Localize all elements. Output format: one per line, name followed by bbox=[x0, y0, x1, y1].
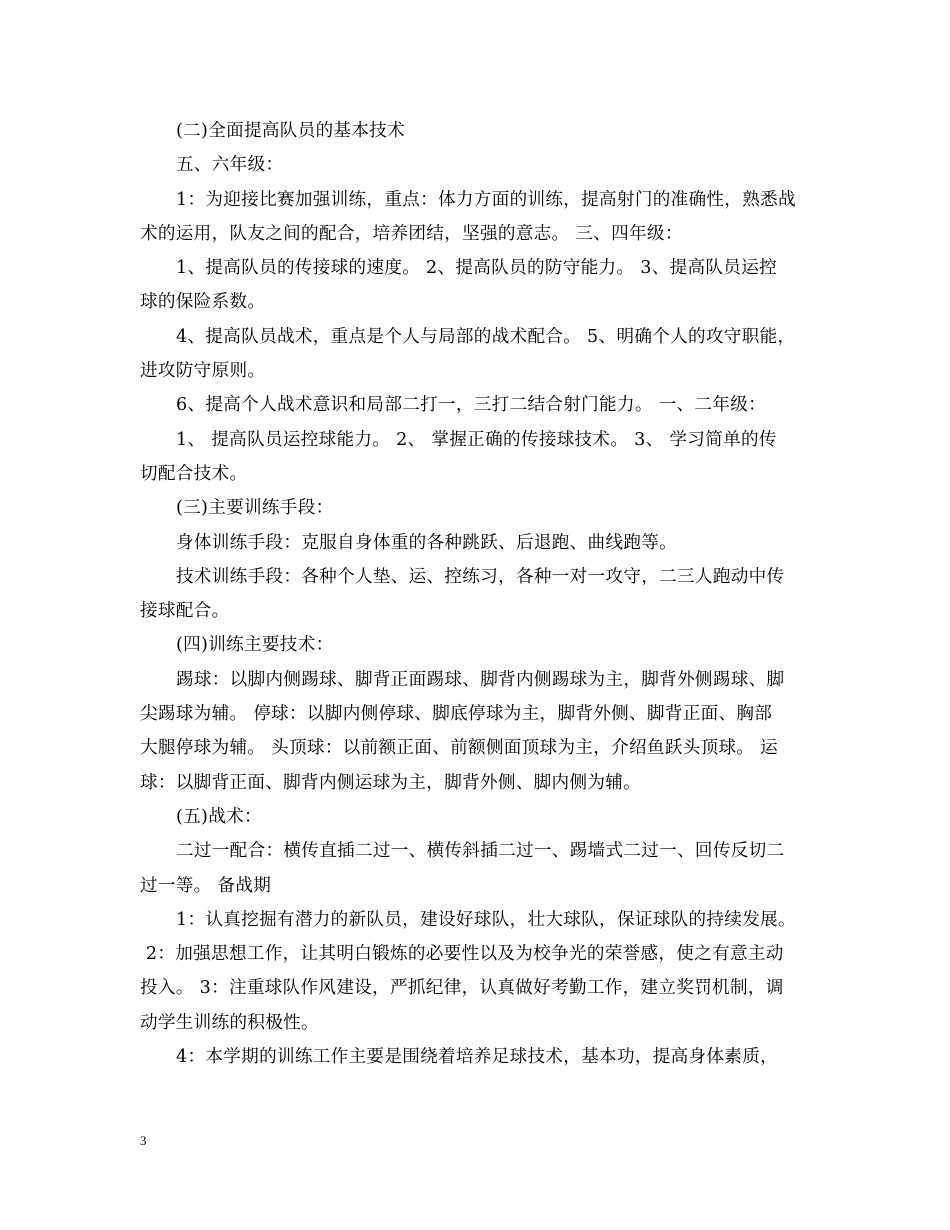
text-line: 过一等。 备战期 bbox=[140, 875, 272, 896]
text-line: 1：认真挖掘有潜力的新队员，建设好球队，壮大球队，保证球队的持续发展。 bbox=[176, 909, 796, 930]
section-heading-basic-skills: (二)全面提高队员的基本技术 bbox=[176, 121, 406, 141]
text-line: 4：本学期的训练工作主要是围绕着培养足球技术，基本功，提高身体素质， bbox=[176, 1047, 778, 1068]
text-line: 大腿停球为辅。 头顶球：以前额正面、前额侧面顶球为主，介绍鱼跃头顶球。 运 bbox=[140, 738, 779, 759]
text-line: 6、提高个人战术意识和局部二打一，三打二结合射门能力。 一、二年级： bbox=[176, 395, 766, 416]
body-text bbox=[140, 114, 820, 1074]
page-number: 3 bbox=[140, 1133, 147, 1148]
text-line: 术的运用，队友之间的配合，培养团结，坚强的意志。 三、四年级： bbox=[140, 223, 683, 244]
section-heading-tactics: (五)战术： bbox=[176, 806, 262, 827]
grade-heading-5-6: 五、六年级： bbox=[176, 155, 284, 176]
text-line: 1、 提高队员运控球能力。 2、 掌握正确的传接球技术。 3、 学习简单的传 bbox=[176, 429, 777, 450]
section-heading-main-techniques: (四)训练主要技术： bbox=[176, 635, 334, 656]
text-line: 动学生训练的积极性。 bbox=[140, 1012, 319, 1033]
text-line: 4、提高队员战术，重点是个人与局部的战术配合。 5、明确个人的攻守职能， bbox=[176, 326, 796, 347]
text-line: 二过一配合：横传直插二过一、横传斜插二过一、踢墙式二过一、回传反切二 bbox=[176, 841, 785, 862]
text-line: 进攻防守原则。 bbox=[140, 361, 266, 382]
text-line: 1、提高队员的传接球的速度。 2、提高队员的防守能力。 3、提高队员运控 bbox=[176, 258, 777, 279]
text-line: 投入。 3：注重球队作风建设，严抓纪律，认真做好考勤工作，建立奖罚机制，调 bbox=[140, 978, 784, 999]
text-line: 技术训练手段：各种个人垫、运、控练习，各种一对一攻守，二三人跑动中传 bbox=[176, 566, 785, 587]
text-line: 接球配合。 bbox=[140, 601, 230, 622]
section-heading-training-methods: (三)主要训练手段： bbox=[176, 498, 334, 519]
text-line: 身体训练手段：克服自身体重的各种跳跃、后退跑、曲线跑等。 bbox=[176, 532, 678, 553]
text-line: 球的保险系数。 bbox=[140, 292, 266, 313]
text-line: 尖踢球为辅。 停球：以脚内侧停球、脚底停球为主，脚背外侧、脚背正面、胸部 bbox=[140, 704, 773, 725]
text-line: 1：为迎接比赛加强训练，重点：体力方面的训练，提高射门的准确性，熟悉战 bbox=[176, 189, 796, 210]
text-line: 2：加强思想工作，让其明白锻炼的必要性以及为校争光的荣誉感，使之有意主动 bbox=[140, 944, 784, 965]
text-line: 球：以脚背正面、脚背内侧运球为主，脚背外侧、脚内侧为辅。 bbox=[140, 772, 642, 793]
text-line: 切配合技术。 bbox=[140, 463, 248, 484]
text-line: 踢球：以脚内侧踢球、脚背正面踢球、脚背内侧踢球为主，脚背外侧踢球、脚 bbox=[176, 669, 785, 690]
